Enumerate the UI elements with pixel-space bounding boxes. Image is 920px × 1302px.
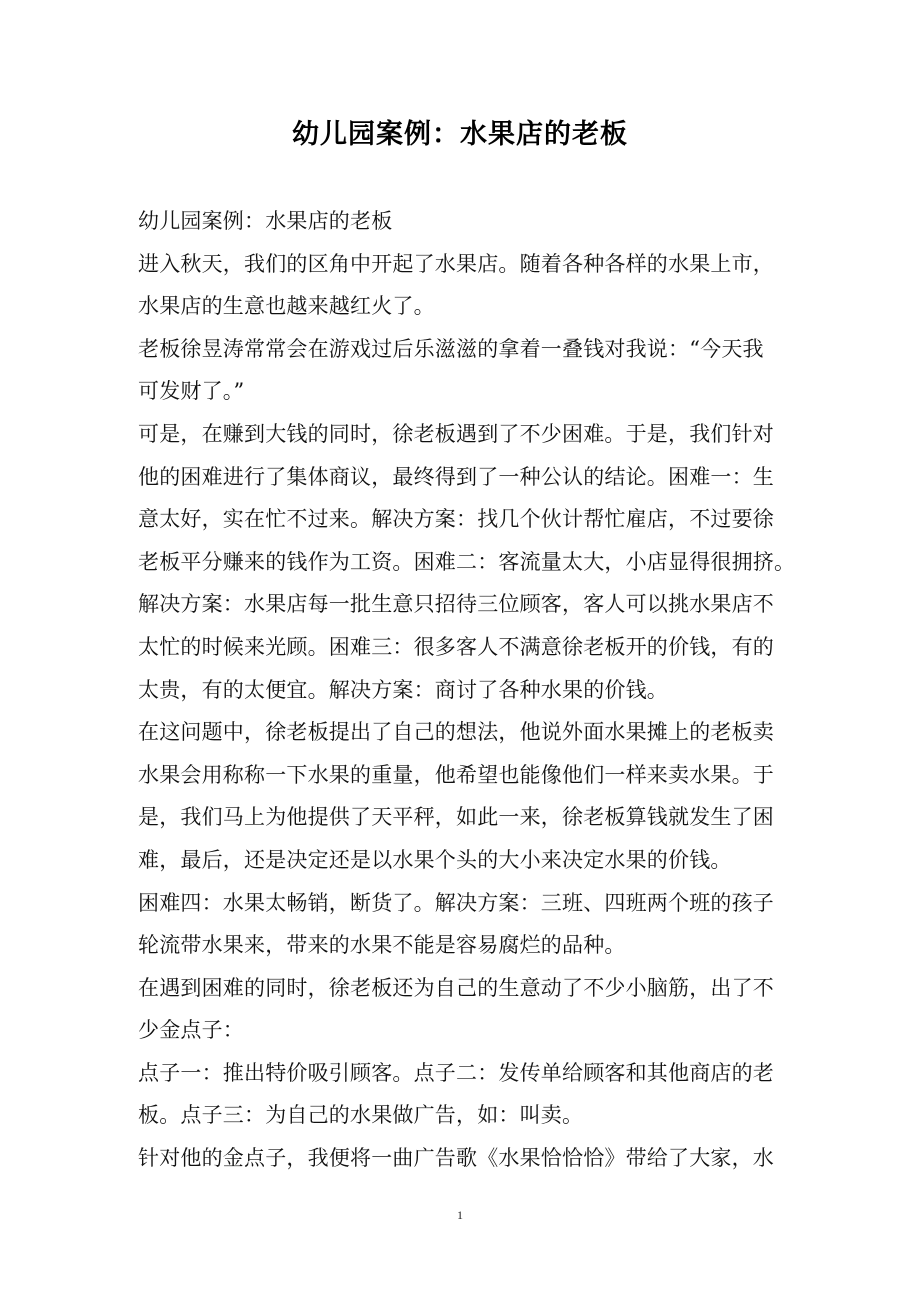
text-line: 幼儿园案例：水果店的老板: [138, 209, 393, 233]
text-line: 针对他的金点子，我便将一曲广告歌《水果恰恰恰》带给了大家，水: [138, 1146, 774, 1171]
text-line: 解决方案：水果店每一批生意只招待三位顾客，客人可以挑水果店不: [138, 592, 774, 617]
text-line: 少金点子：: [138, 1018, 244, 1043]
text-line: 在这问题中，徐老板提出了自己的想法，他说外面水果摊上的老板卖: [138, 720, 774, 745]
text-line: 轮流带水果来，带来的水果不能是容易腐烂的品种。: [138, 933, 626, 958]
document-title: 幼儿园案例：水果店的老板: [292, 119, 628, 150]
text-line: 老板平分赚来的钱作为工资。困难二：客流量太大，小店显得很拥挤。: [138, 549, 796, 574]
text-line: 可发财了。”: [138, 379, 245, 404]
document-body: [138, 203, 796, 1183]
text-line: 可是，在赚到大钱的同时，徐老板遇到了不少困难。于是，我们针对: [138, 421, 774, 446]
text-line: 太贵，有的太便宜。解决方案：商讨了各种水果的价钱。: [138, 677, 668, 702]
text-line: 困难四：水果太畅销，断货了。解决方案：三班、四班两个班的孩子: [138, 890, 774, 915]
text-line: 是，我们马上为他提供了天平秤，如此一来，徐老板算钱就发生了困: [138, 805, 774, 830]
text-line: 老板徐昱涛常常会在游戏过后乐滋滋的拿着一叠钱对我说：“今天我: [138, 336, 764, 361]
text-line: 在遇到困难的同时，徐老板还为自己的生意动了不少小脑筋，出了不: [138, 975, 774, 1000]
page-number: 1: [457, 1208, 463, 1222]
text-line: 板。点子三：为自己的水果做广告，如：叫卖。: [138, 1103, 584, 1128]
text-line: 难，最后，还是决定还是以水果个头的大小来决定水果的价钱。: [138, 847, 732, 872]
text-line: 太忙的时候来光顾。困难三：很多客人不满意徐老板开的价钱，有的: [138, 634, 774, 659]
text-line: 意太好，实在忙不过来。解决方案：找几个伙计帮忙雇店，不过要徐: [138, 507, 774, 532]
text-line: 水果店的生意也越来越红火了。: [138, 294, 435, 319]
text-line: 他的困难进行了集体商议，最终得到了一种公认的结论。困难一：生: [138, 464, 774, 489]
text-line: 进入秋天，我们的区角中开起了水果店。随着各种各样的水果上市，: [138, 251, 774, 276]
text-line: 水果会用称称一下水果的重量，他希望也能像他们一样来卖水果。于: [138, 762, 774, 787]
text-line: 点子一：推出特价吸引顾客。点子二：发传单给顾客和其他商店的老: [138, 1060, 774, 1085]
